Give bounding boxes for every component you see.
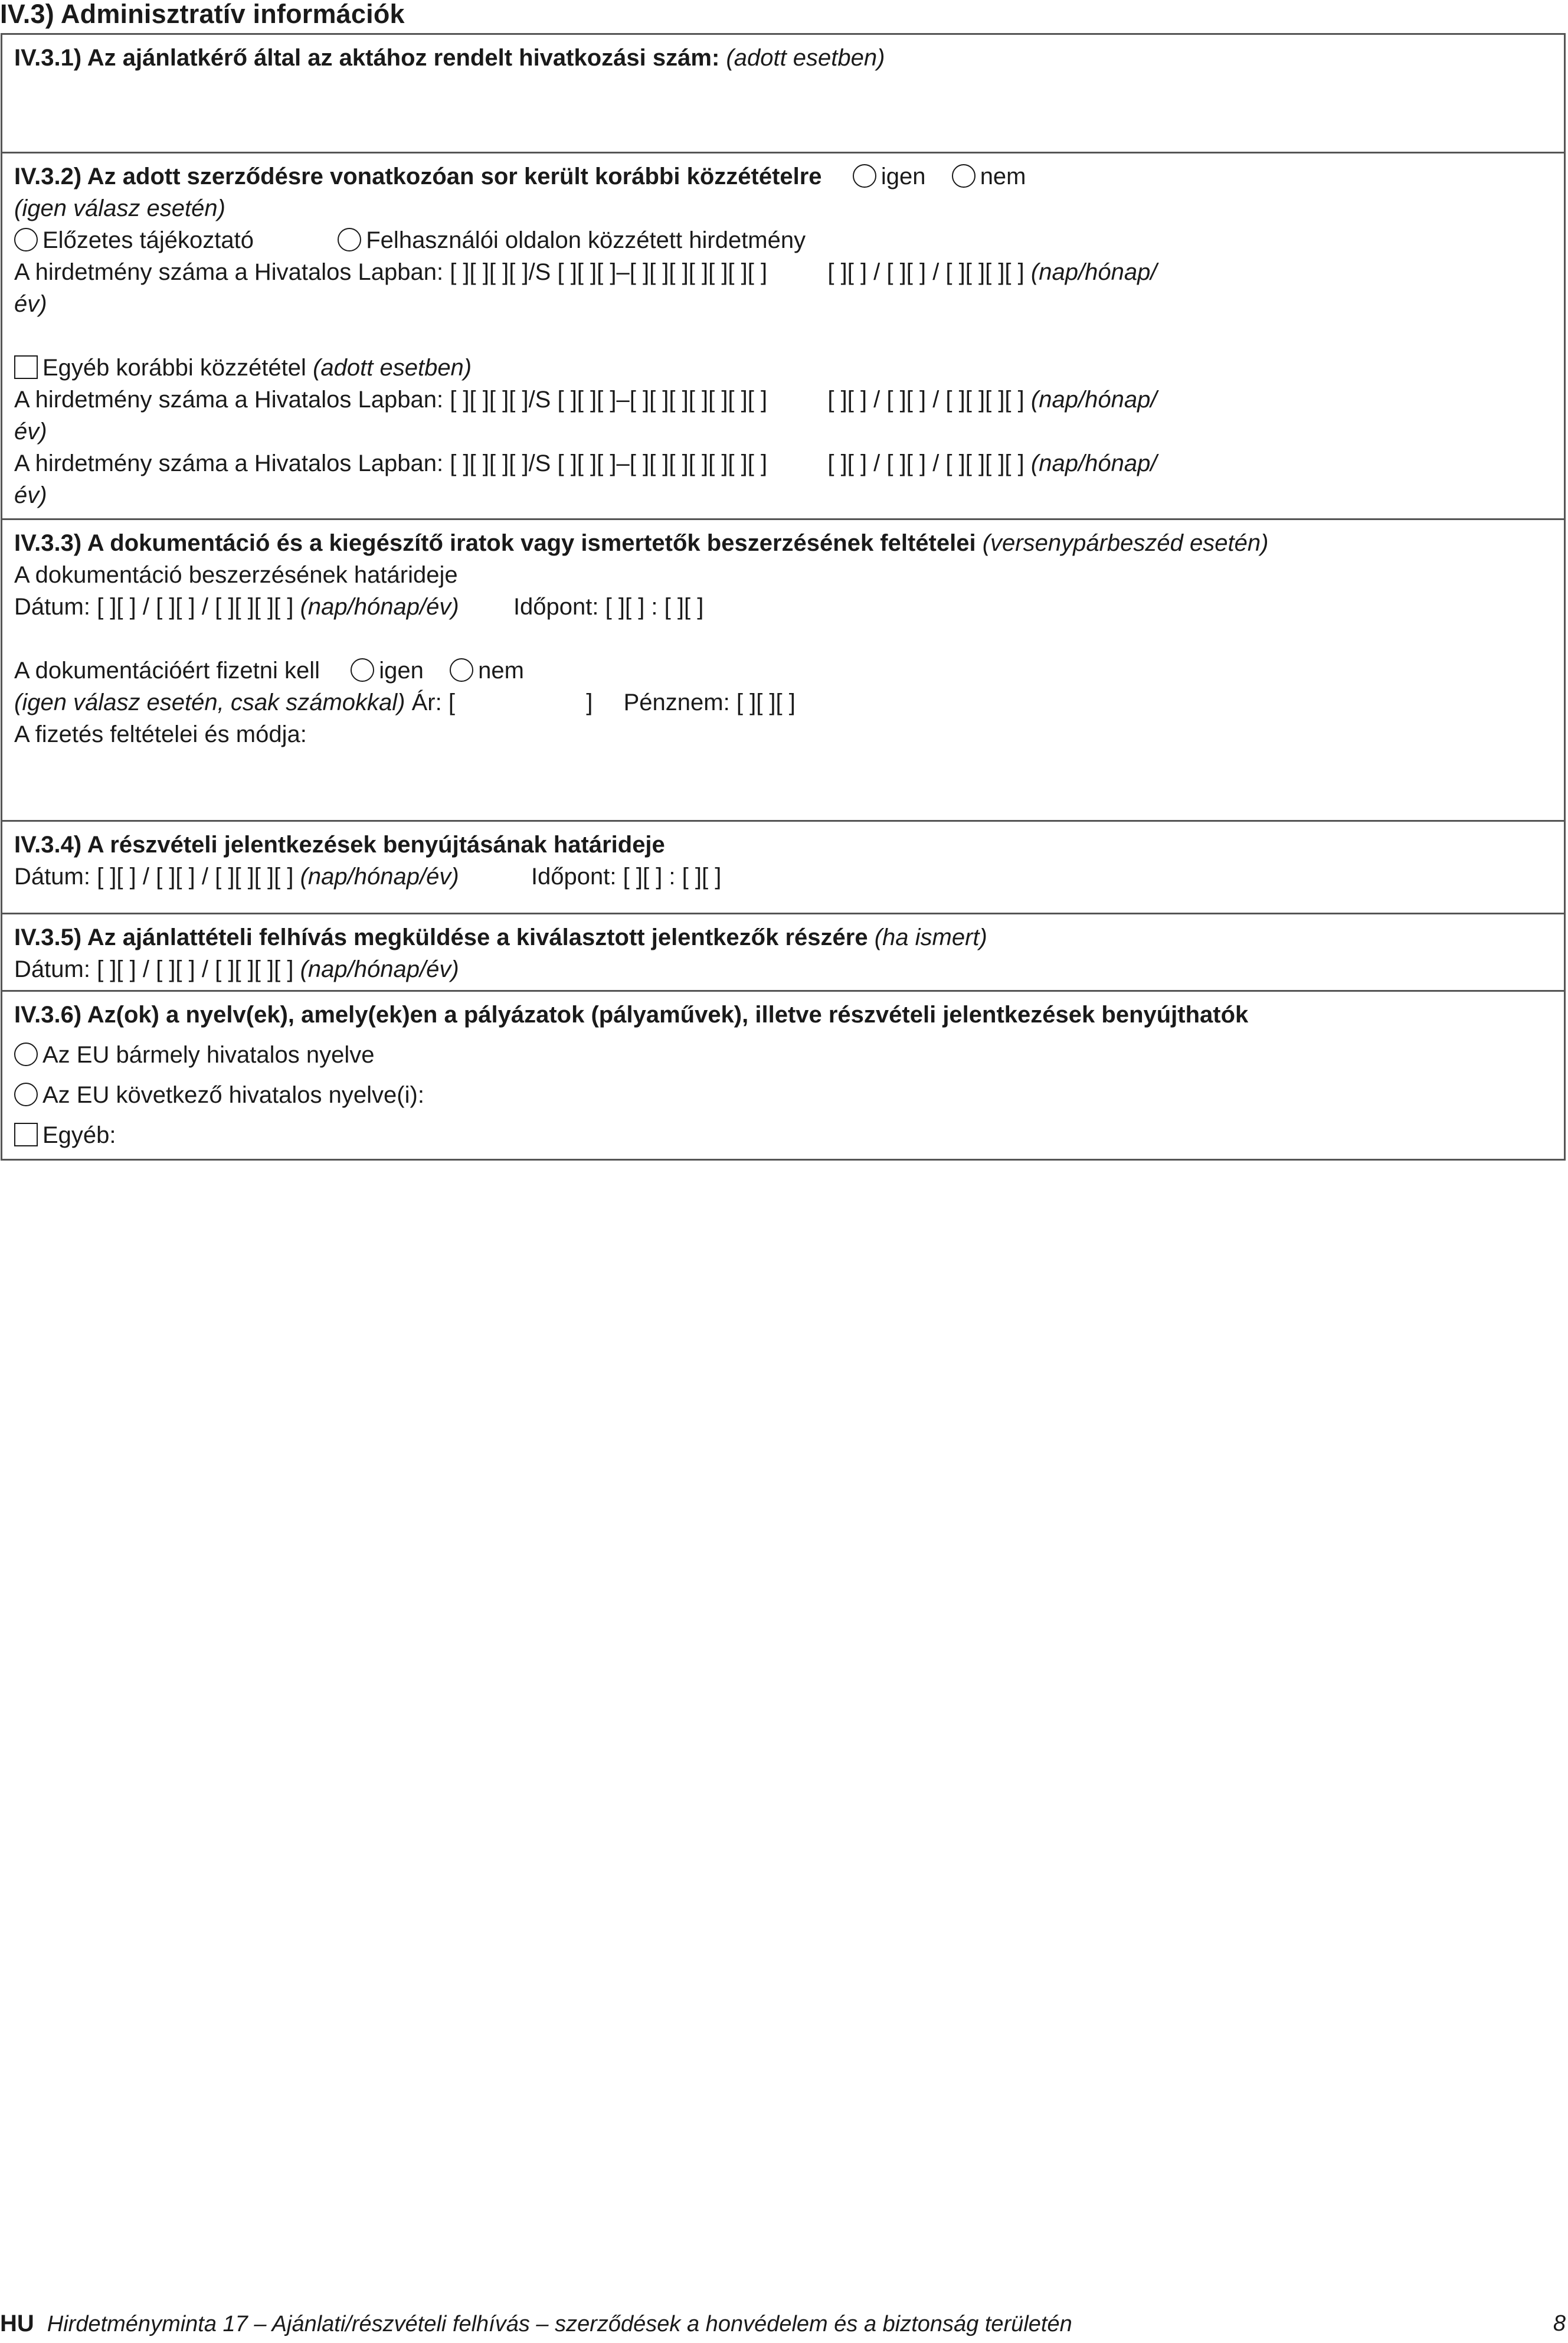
label-yes: igen: [379, 658, 424, 684]
oj-date-field[interactable]: [ ][ ] / [ ][ ] / [ ][ ][ ][ ]: [827, 259, 1024, 285]
date-format-note-cont: év): [14, 482, 47, 508]
radio-following-eu-languages[interactable]: [14, 1083, 38, 1106]
section-invitation-dispatch: [2, 914, 1564, 992]
reference-number-heading: IV.3.1) Az ajánlatkérő által az aktához rendelt hivatkozási szám:: [14, 45, 720, 71]
invitation-date-field[interactable]: [ ][ ] / [ ][ ] / [ ][ ][ ][ ]: [97, 956, 294, 982]
date-format-note: (nap/hónap/: [1030, 387, 1157, 413]
page-footer: [0, 2307, 1568, 2340]
label-no: nem: [980, 164, 1026, 189]
oj-date-field[interactable]: [ ][ ] / [ ][ ] / [ ][ ][ ][ ]: [827, 450, 1024, 476]
radio-payable-yes[interactable]: [351, 658, 374, 682]
date-label: Dátum:: [14, 956, 90, 982]
payment-terms-label: A fizetés feltételei és módja:: [14, 721, 307, 747]
documentation-deadline-label: A dokumentáció beszerzésének határideje: [14, 562, 458, 588]
section-reference-number: [2, 35, 1564, 153]
previous-publication-heading: IV.3.2) Az adott szerződésre vonatkozóan sor került korábbi közzétételre: [14, 164, 822, 189]
other-previous-publication-note: (adott esetben): [313, 355, 472, 381]
documentation-date-field[interactable]: [ ][ ] / [ ][ ] / [ ][ ][ ][ ]: [97, 594, 294, 620]
checkbox-other-language[interactable]: [14, 1123, 38, 1146]
reference-number-note: (adott esetben): [726, 45, 885, 71]
administrative-information-form: [1, 33, 1566, 1161]
time-label: Időpont:: [531, 864, 617, 890]
label-yes: igen: [880, 164, 926, 189]
oj-number-field[interactable]: [ ][ ][ ][ ]/S [ ][ ][ ]–[ ][ ][ ][ ][ ][ ][ ]: [450, 387, 768, 413]
section-application-deadline: [2, 822, 1564, 914]
page-title: IV.3) Adminisztratív információk: [0, 0, 405, 29]
checkbox-other-previous-publication[interactable]: [14, 355, 38, 379]
invitation-dispatch-note: (ha ismert): [874, 924, 987, 950]
section-previous-publication: [2, 153, 1564, 520]
label-buyer-profile-notice: Felhasználói oldalon közzétett hirdetmény: [366, 227, 806, 253]
label-any-eu-language: Az EU bármely hivatalos nyelve: [42, 1042, 375, 1068]
footer-form-title: Hirdetményminta 17 – Ajánlati/részvételi felhívás – szerződések a honvédelem és a biztonság területén: [47, 2312, 1072, 2337]
section-documentation-conditions: [2, 520, 1564, 822]
date-format-note: (nap/hónap/év): [300, 594, 459, 620]
price-field[interactable]: [ ]: [448, 689, 593, 715]
application-time-field[interactable]: [ ][ ] : [ ][ ]: [623, 864, 722, 890]
documentation-heading: IV.3.3) A dokumentáció és a kiegészítő iratok vagy ismertetők beszerzésének feltételei: [14, 530, 976, 556]
radio-payable-no[interactable]: [450, 658, 473, 682]
date-label: Dátum:: [14, 594, 90, 620]
radio-buyer-profile-notice[interactable]: [338, 228, 361, 251]
date-label: Dátum:: [14, 864, 90, 890]
date-format-note: (nap/hónap/: [1030, 259, 1157, 285]
label-following-eu-languages: Az EU következő hivatalos nyelve(i):: [42, 1082, 424, 1108]
application-deadline-heading: IV.3.4) A részvételi jelentkezések benyújtásának határideje: [14, 832, 665, 858]
date-format-note: (nap/hónap/év): [300, 956, 459, 982]
date-format-note-cont: év): [14, 291, 47, 317]
invitation-dispatch-heading: IV.3.5) Az ajánlattételi felhívás megküldése a kiválasztott jelentkezők részére: [14, 924, 868, 950]
label-prior-information-notice: Előzetes tájékoztató: [42, 227, 254, 253]
numbers-only-note: (igen válasz esetén, csak számokkal): [14, 689, 405, 715]
date-format-note: (nap/hónap/: [1030, 450, 1157, 476]
radio-any-eu-language[interactable]: [14, 1043, 38, 1066]
time-label: Időpont:: [513, 594, 599, 620]
documentation-heading-note: (versenypárbeszéd esetén): [982, 530, 1269, 556]
documentation-time-field[interactable]: [ ][ ] : [ ][ ]: [605, 594, 704, 620]
oj-number-label: A hirdetmény száma a Hivatalos Lapban:: [14, 450, 444, 476]
currency-field[interactable]: [ ][ ][ ]: [736, 689, 796, 715]
languages-heading: IV.3.6) Az(ok) a nyelv(ek), amely(ek)en a pályázatok (pályaművek), illetve részvételi jelentkezések benyújthatók: [14, 1002, 1249, 1028]
currency-label: Pénznem:: [623, 689, 730, 715]
if-yes-note: (igen válasz esetén): [14, 195, 225, 221]
oj-number-label: A hirdetmény száma a Hivatalos Lapban:: [14, 387, 444, 413]
page-number: 8: [1553, 2311, 1566, 2336]
label-no: nem: [478, 658, 524, 684]
oj-number-field[interactable]: [ ][ ][ ][ ]/S [ ][ ][ ]–[ ][ ][ ][ ][ ][ ][ ]: [450, 450, 768, 476]
label-other-language: Egyéb:: [42, 1122, 116, 1148]
oj-number-field[interactable]: [ ][ ][ ][ ]/S [ ][ ][ ]–[ ][ ][ ][ ][ ][ ][ ]: [450, 259, 768, 285]
date-format-note-cont: év): [14, 419, 47, 445]
radio-prior-information-notice[interactable]: [14, 228, 38, 251]
radio-previous-publication-yes[interactable]: [853, 164, 876, 188]
payable-label: A dokumentációért fizetni kell: [14, 658, 320, 684]
radio-previous-publication-no[interactable]: [952, 164, 976, 188]
price-label: Ár:: [411, 689, 442, 715]
footer-language-code: HU: [0, 2311, 34, 2337]
date-format-note: (nap/hónap/év): [300, 864, 459, 890]
oj-date-field[interactable]: [ ][ ] / [ ][ ] / [ ][ ][ ][ ]: [827, 387, 1024, 413]
oj-number-label: A hirdetmény száma a Hivatalos Lapban:: [14, 259, 444, 285]
application-date-field[interactable]: [ ][ ] / [ ][ ] / [ ][ ][ ][ ]: [97, 864, 294, 890]
other-previous-publication-label: Egyéb korábbi közzététel: [42, 355, 306, 381]
section-languages: [2, 992, 1564, 1159]
